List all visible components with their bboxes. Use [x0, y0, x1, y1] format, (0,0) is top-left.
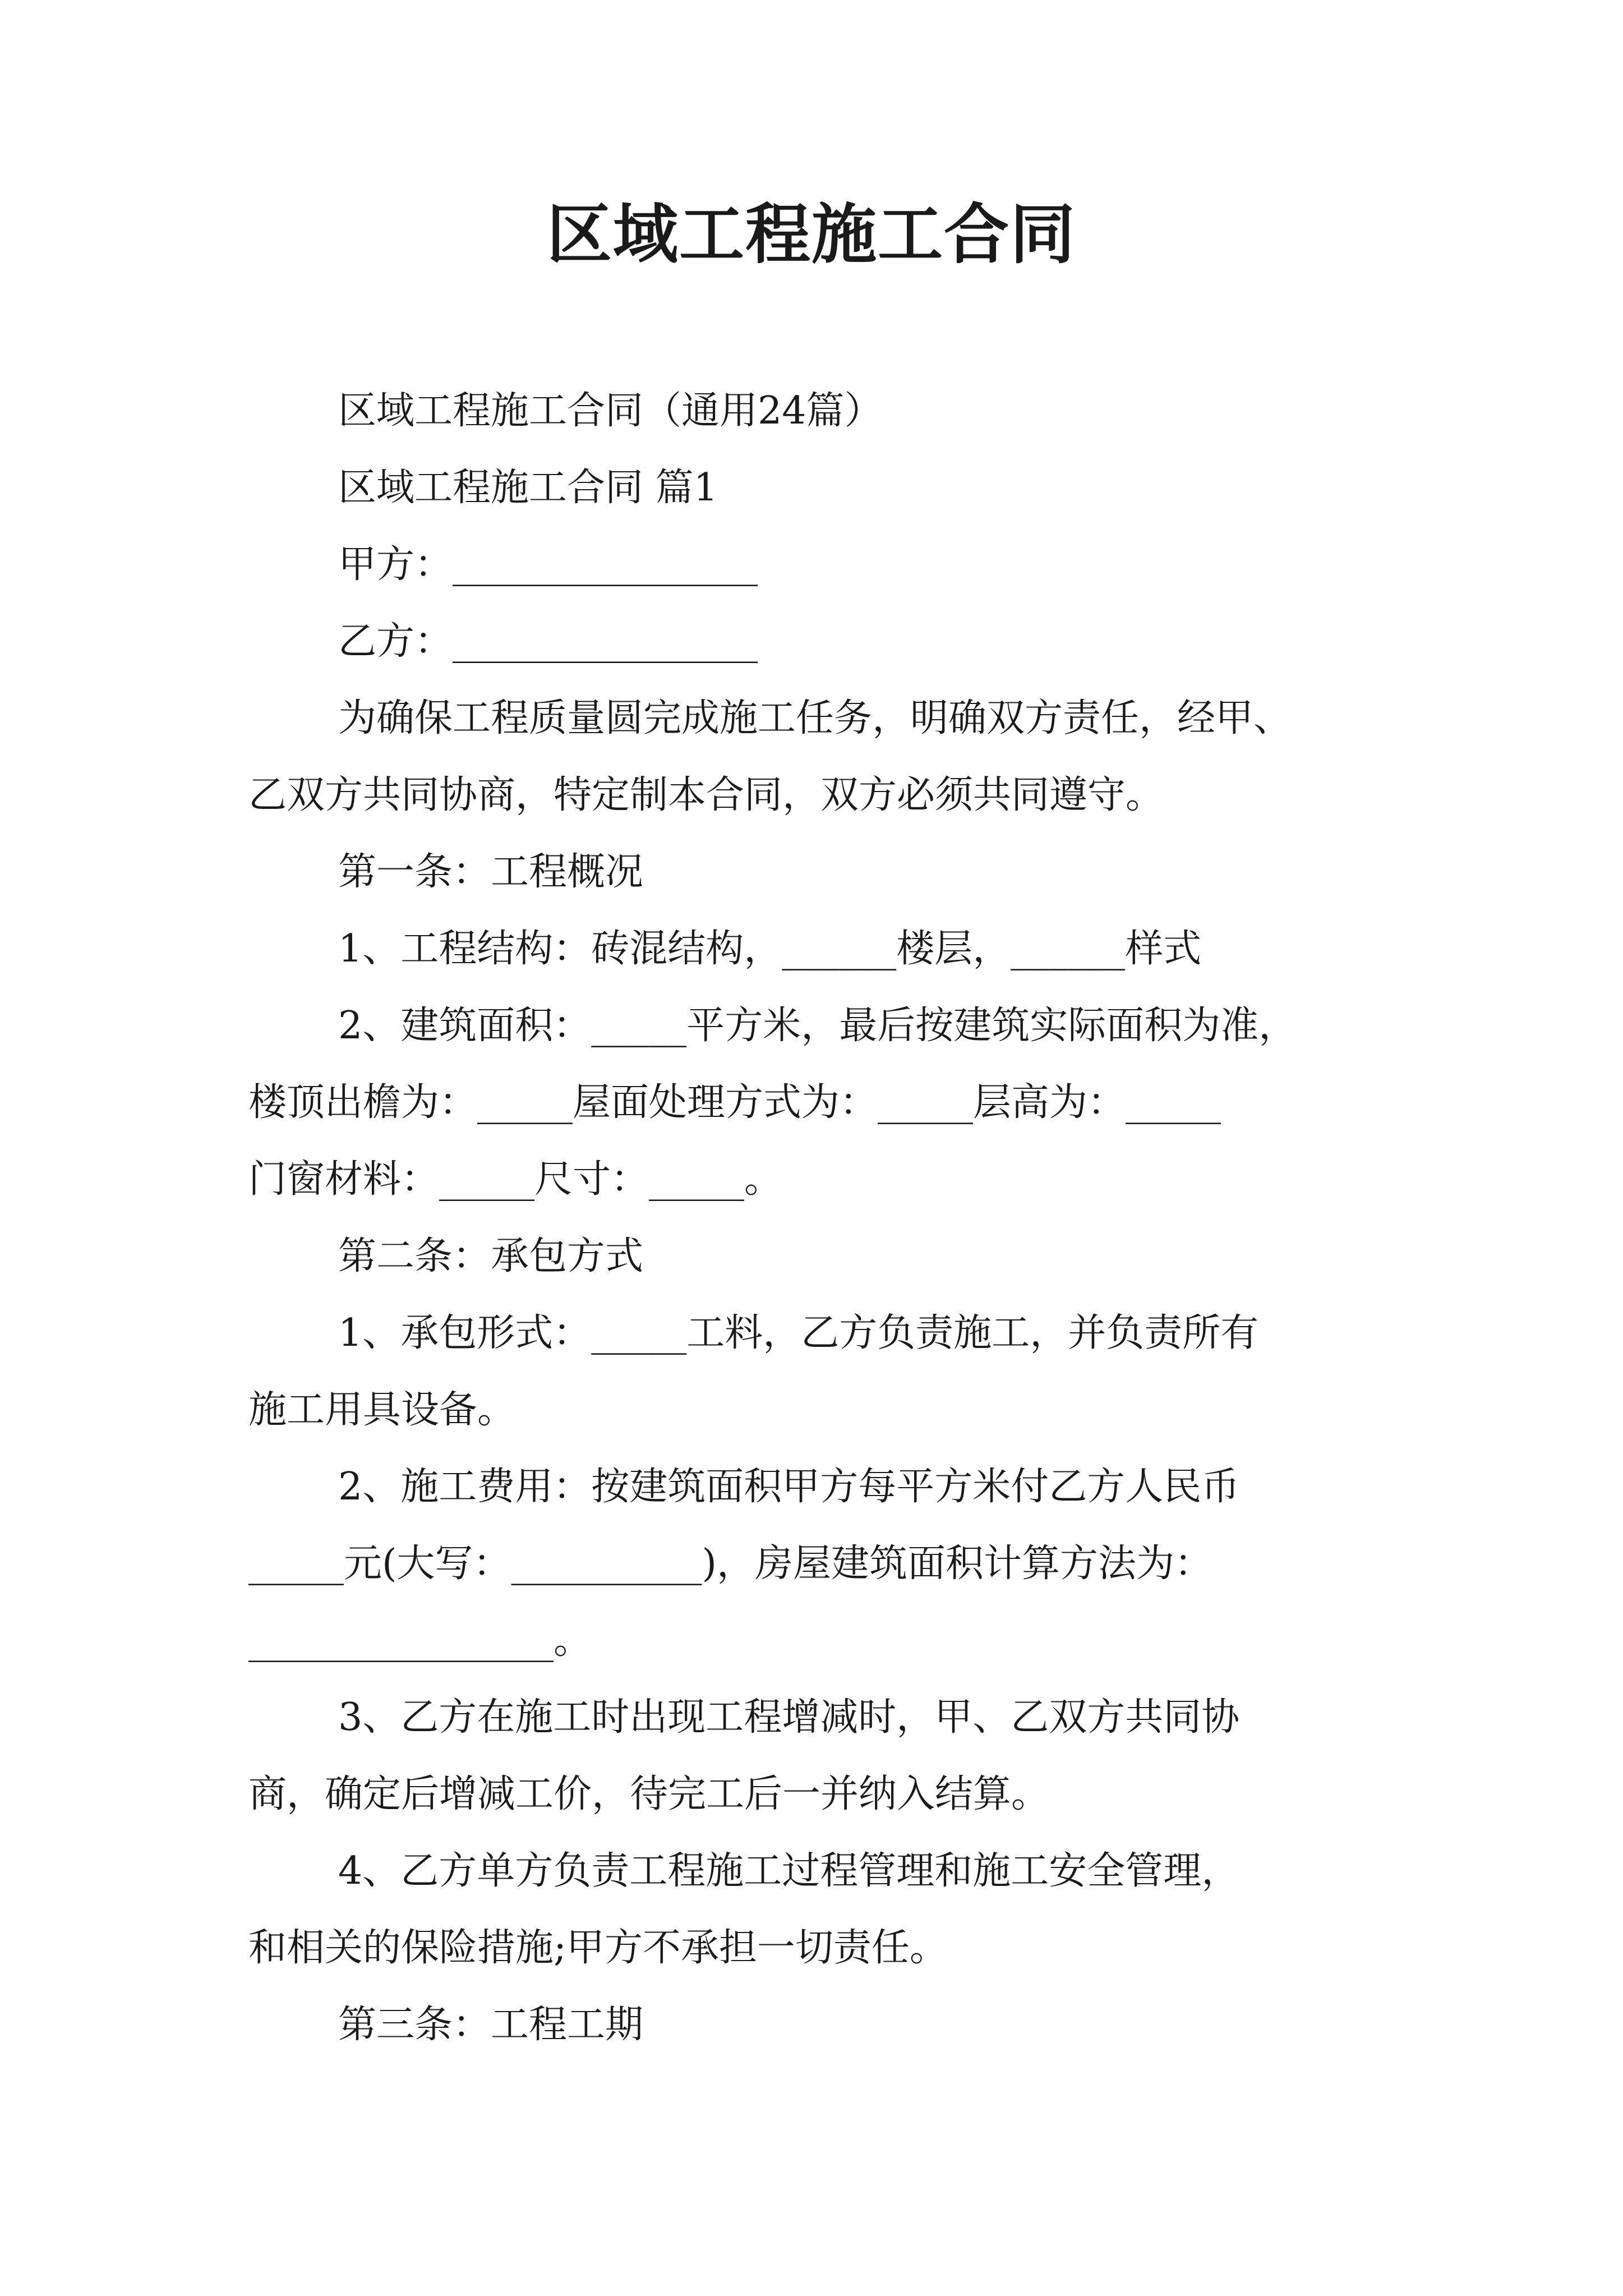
party-a-line: 甲方：________________ — [338, 542, 758, 587]
section-heading: 区域工程施工合同 篇1 — [338, 466, 718, 510]
clause-heading: 第三条：工程工期 — [338, 2003, 644, 2047]
clause-item: 4、乙方单方负责工程施工过程管理和施工安全管理， — [338, 1849, 1240, 1893]
clause-item-continuation: 门窗材料：_____尺寸：_____。 — [248, 1157, 783, 1202]
clause-item-continuation: 和相关的保险措施;甲方不承担一切责任。 — [248, 1926, 948, 1970]
clause-item: 2、施工费用：按建筑面积甲方每平方米付乙方人民币 — [338, 1465, 1240, 1509]
clause-item-continuation: 施工用具设备。 — [248, 1388, 516, 1432]
party-b-line: 乙方：________________ — [338, 619, 758, 664]
clause-item-continuation: 楼顶出檐为：_____屋面处理方式为：_____层高为：_____ — [248, 1080, 1221, 1125]
clause-item: 1、工程结构：砖混结构，______楼层，______样式 — [338, 927, 1202, 971]
clause-item-continuation: 商，确定后增减工价，待完工后一并纳入结算。 — [248, 1772, 1050, 1816]
clause-heading: 第一条：工程概况 — [338, 850, 644, 894]
clause-item: 1、承包形式：_____工料，乙方负责施工，并负责所有 — [338, 1311, 1259, 1355]
clause-item-continuation: _____元(大写：__________)，房屋建筑面积计算方法为： — [248, 1542, 1213, 1586]
paragraph-line: 为确保工程质量圆完成施工任务，明确双方责任，经甲、 — [338, 696, 1292, 740]
paragraph-line: 乙双方共同协商，特定制本合同，双方必须共同遵守。 — [248, 773, 1164, 817]
clause-item: 3、乙方在施工时出现工程增减时，甲、乙双方共同协 — [338, 1695, 1240, 1740]
subtitle-line: 区域工程施工合同（通用24篇） — [338, 389, 883, 433]
clause-heading: 第二条：承包方式 — [338, 1234, 644, 1278]
document-title: 区域工程施工合同 — [547, 196, 1076, 273]
clause-item: 2、建筑面积：_____平方米，最后按建筑实际面积为准， — [338, 1004, 1297, 1048]
clause-item-continuation: ________________。 — [248, 1618, 592, 1663]
